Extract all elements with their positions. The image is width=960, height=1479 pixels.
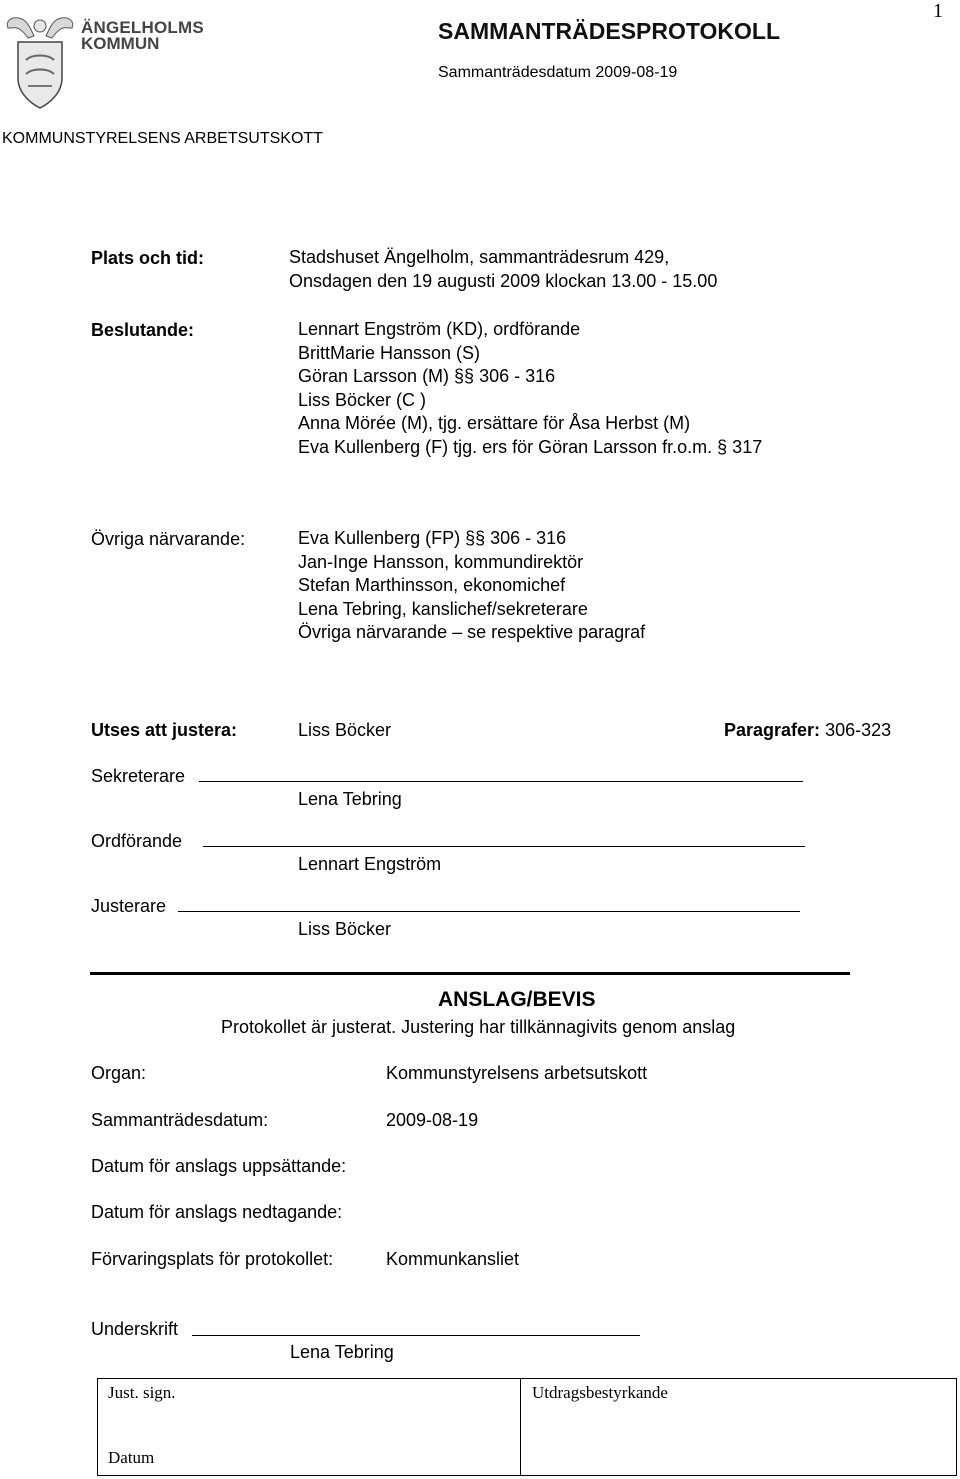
deciding-members [298,318,762,459]
time-line: Onsdagen den 19 augusti 2009 klockan 13.00 - 15.00 [289,270,718,291]
signature-line-chair[interactable] [203,846,805,847]
member-line: Anna Mörée (M), tjg. ersättare för Åsa Herbst (M) [298,413,691,433]
section-divider [90,972,850,975]
coat-of-arms-icon [2,14,78,110]
paragraphs-value: 306-323 [825,720,892,740]
removed-date-label: Datum för anslags nedtagande: [91,1202,343,1222]
municipality-logo [2,14,204,114]
member-line: Liss Böcker (C ) [298,389,427,410]
attendee-line: Övriga närvarande – se respektive paragraf [298,622,646,642]
footer-table [97,1378,957,1476]
signature-label: Underskrift [91,1319,179,1339]
justify-label: Utses att justera: [91,720,238,740]
document-title: SAMMANTRÄDESPROTOKOLL [438,18,781,44]
signature-name-adjuster: Liss Böcker [298,919,392,939]
footer-datum: Datum [108,1448,155,1467]
signature-role-adjuster: Justerare [91,896,167,916]
notice-title: ANSLAG/BEVIS [438,988,596,1011]
footer-extract-certification: Utdragsbestyrkande [532,1383,668,1402]
signature-role-chair: Ordförande [91,831,183,851]
footer-just-sign: Just. sign. [108,1383,176,1402]
signature-name-secretary: Lena Tebring [298,789,402,809]
signature-name: Lena Tebring [290,1342,394,1362]
posted-date-label: Datum för anslags uppsättande: [91,1156,347,1176]
meeting-date-header: Sammanträdesdatum 2009-08-19 [438,64,678,81]
attendee-line: Eva Kullenberg (FP) §§ 306 - 316 [298,528,567,548]
committee-name: KOMMUNSTYRELSENS ARBETSUTSKOTT [2,130,323,147]
signature-line-secretary[interactable] [199,781,803,782]
organ-label: Organ: [91,1063,147,1083]
place-label: Plats och tid: [91,248,205,268]
justify-name: Liss Böcker [298,720,392,740]
page-number: 1 [933,0,943,22]
others-label: Övriga närvarande: [91,529,246,549]
meeting-date-value: 2009-08-19 [386,1110,479,1130]
underskrift-signature-line[interactable] [192,1335,640,1336]
storage-label: Förvaringsplats för protokollet: [91,1249,334,1269]
signature-role-secretary: Sekreterare [91,766,186,786]
place-line: Stadshuset Ängelholm, sammanträdesrum 429, [289,247,670,267]
attendee-line: Stefan Marthinsson, ekonomichef [298,575,566,595]
paragraphs [724,718,891,742]
member-line: Eva Kullenberg (F) tjg. ers för Göran Larsson fr.o.m. § 317 [298,436,763,457]
member-line: BrittMarie Hansson (S) [298,342,481,363]
attendee-line: Lena Tebring, kanslichef/sekreterare [298,598,588,619]
signature-line-adjuster[interactable] [178,911,800,912]
signature-name-chair: Lennart Engström [298,854,442,874]
organ-value: Kommunstyrelsens arbetsutskott [386,1063,648,1083]
paragraphs-label: Paragrafer: [724,720,821,740]
member-line: Göran Larsson (M) §§ 306 - 316 [298,366,556,386]
logo-text-line2: KOMMUN [81,34,160,53]
storage-value: Kommunkansliet [386,1249,520,1269]
deciding-label: Beslutande: [91,320,195,340]
attendee-line: Jan-Inge Hansson, kommundirektör [298,551,584,572]
footer-divider [520,1379,521,1475]
notice-subtitle: Protokollet är justerat. Justering har tillkännagivits genom anslag [221,1017,736,1037]
member-line: Lennart Engström (KD), ordförande [298,319,581,339]
place-block [289,246,717,293]
logo-text-line1: ÄNGELHOLMS [81,18,204,37]
others-present [298,527,645,645]
meeting-date-label: Sammanträdesdatum: [91,1110,269,1130]
